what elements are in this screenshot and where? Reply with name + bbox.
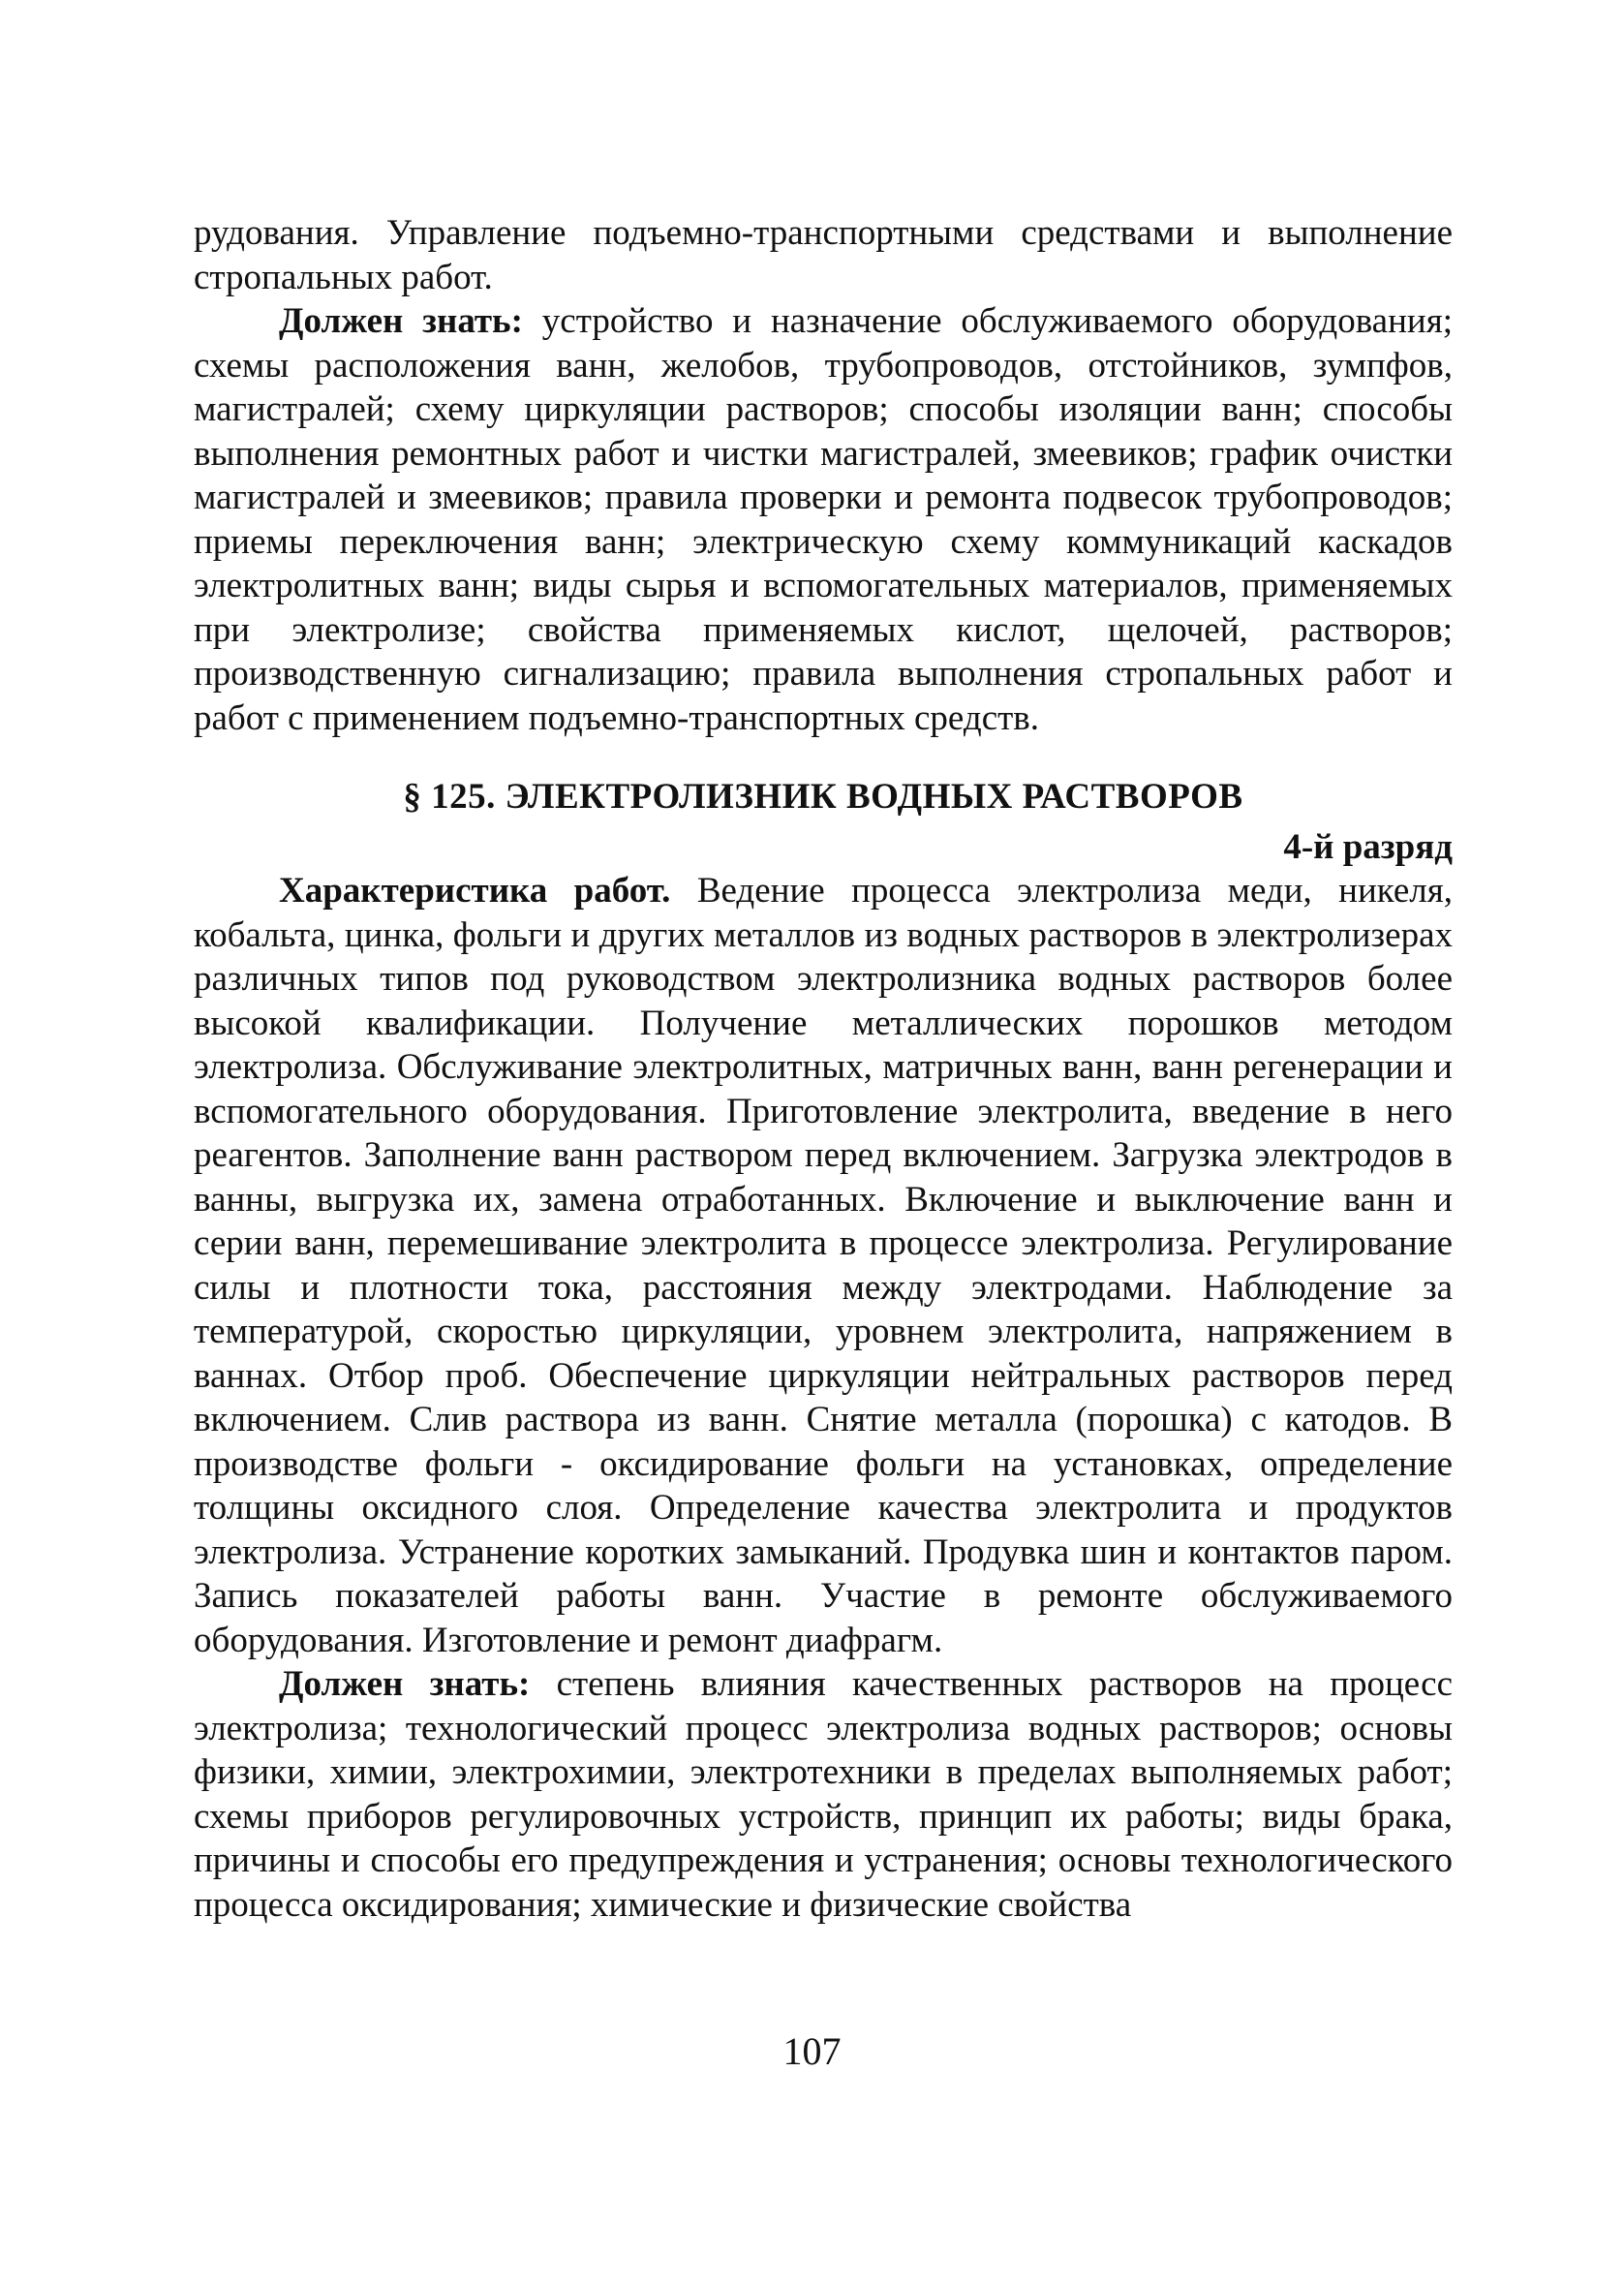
lower-text-block	[194, 869, 1453, 1927]
knowledge-paragraph-1	[194, 299, 1453, 740]
characteristics-paragraph	[194, 869, 1453, 1662]
grade-label: 4-й разряд	[1283, 827, 1453, 867]
knowledge-text-1: устройство и назначение обслуживаемого оборудования; схемы расположения ванн, желобов, трубопроводов, отстойников, зумпфов, магистралей; схему циркуляции растворов; способы изоляции ванн; способы выполнения ремонтных работ и чистки магистралей, змеевиков; график очистки магистралей и змеевиков; правила проверки и ремонта подвесок трубопроводов; приемы переключения ванн; электрическую схему коммуникаций каскадов электролитных ванн; виды сырья и вспомогательных материалов, применяемых при электролизе; свойства применяемых кислот, щелочей, растворов; производственную сигнализацию; правила выполнения стропальных работ и работ с применением подъемно-транспортных средств.	[194, 301, 1453, 738]
characteristics-text: Ведение процесса электролиза меди, никеля, кобальта, цинка, фольги и других металлов из водных растворов в электролизерах различных типов под руководством электролизника водных растворов более высокой квалификации. Получение металлических порошков методом электролиза. Обслуживание электролитных, матричных ванн, ванн регенерации и вспомогательного оборудования. Приготовление электролита, введение в него реагентов. Заполнение ванн раствором перед включением. Загрузка электродов в ванны, выгрузка их, замена отработанных. Включение и выключение ванн и серии ванн, перемешивание электролита в процессе электролиза. Регулирование силы и плотности тока, расстояния между электродами. Наблюдение за температурой, скоростью циркуляции, уровнем электролита, напряжением в ваннах. Отбор проб. Обеспечение циркуляции нейтральных растворов перед включением. Слив раствора из ванн. Снятие металла (порошка) с катодов. В производстве фольги - оксидирование фольги на установках, определение толщины оксидного слоя. Определение качества электролита и продуктов электролиза. Устранение коротких замыканий. Продувка шин и контактов паром. Запись показателей работы ванн. Участие в ремонте обслуживаемого оборудования. Изготовление и ремонт диафрагм.	[194, 871, 1453, 1660]
continuation-text: рудования. Управление подъемно-транспортными средствами и выполнение стропальных работ.	[194, 213, 1453, 297]
upper-text-block	[194, 211, 1453, 740]
knowledge-text-2: степень влияния качественных растворов на процесс электролиза; технологический процесс электролиза водных растворов; основы физики, химии, электрохимии, электротехники в пределах выполняемых работ; схемы приборов регулировочных устройств, принцип их работы; виды брака, причины и способы его предупреждения и устранения; основы технологического процесса оксидирования; химические и физические свойства	[194, 1664, 1453, 1925]
page-number: 107	[782, 2029, 842, 2073]
knowledge-lead-2: Должен знать:	[279, 1664, 531, 1704]
characteristics-lead: Характеристика работ.	[279, 871, 671, 911]
continuation-paragraph	[194, 211, 1453, 299]
knowledge-lead-1: Должен знать:	[279, 301, 523, 341]
section-heading: § 125. ЭЛЕКТРОЛИЗНИК ВОДНЫХ РАСТВОРОВ	[403, 777, 1243, 817]
knowledge-paragraph-2	[194, 1662, 1453, 1927]
